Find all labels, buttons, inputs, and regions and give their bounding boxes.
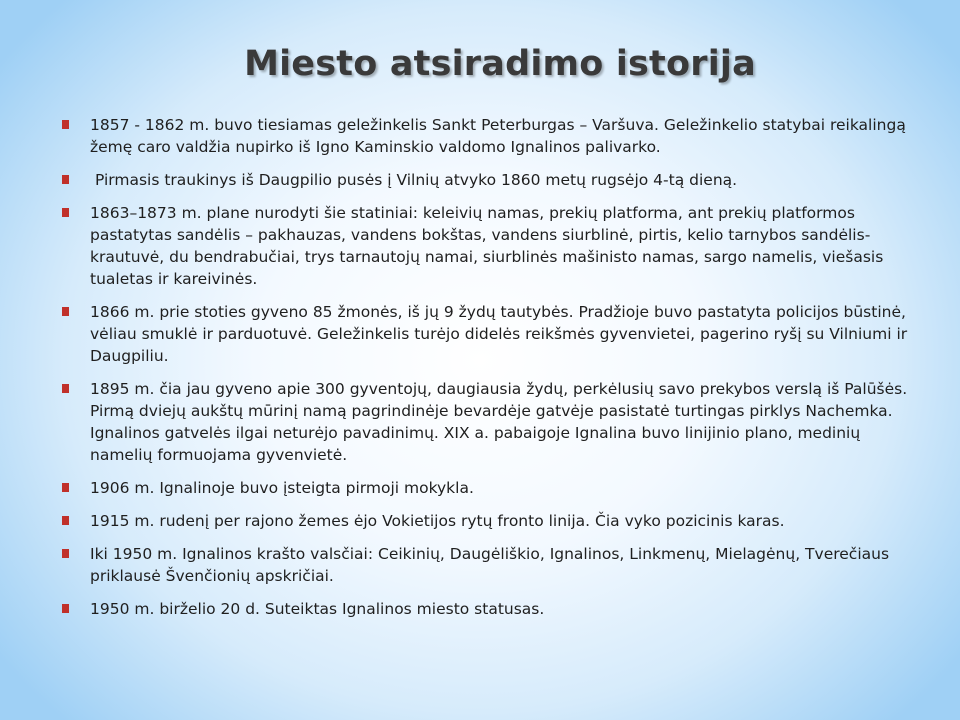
bullet-text: 1915 m. rudenį per rajono žemes ėjo Vokietijos rytų fronto linija. Čia vyko pozicinis karas.: [90, 512, 785, 530]
bullet-item: [62, 543, 922, 587]
bullet-text: 1863–1873 m. plane nurodyti šie statiniai: keleivių namas, prekių platforma, ant prekių platformos pastatytas sandėlis – pakhauzas, vandens bokštas, vandens siurblinė, pirtis, kelio tarnybos sandėlis-krautuvė, du bendrabučiai, trys tarnautojų namai, siurblinės mašinisto namas, sargo namelis, viešasis tualetas ir kareivinės.: [90, 204, 884, 288]
bullet-text: Pirmasis traukinys iš Daugpilio pusės į Vilnių atvyko 1860 metų rugsėjo 4-tą dieną.: [90, 171, 738, 189]
bullet-text: 1866 m. prie stoties gyveno 85 žmonės, iš jų 9 žydų tautybės. Pradžioje buvo pastatyta policijos būstinė, vėliau smuklė ir parduotuvė. Geležinkelis turėjo didelės reikšmės gyvenvietei, pagerino ryšį su Vilniumi ir Daugpiliu.: [90, 303, 908, 365]
bullet-text: 1857 - 1862 m. buvo tiesiamas geležinkelis Sankt Peterburgas – Varšuva. Geležinkelio statybai reikalingą žemę caro valdžia nupirko iš Igno Kaminskio valdomo Ignalinos palivarko.: [90, 116, 906, 156]
bullet-item: [62, 301, 922, 367]
square-bullet-icon: [62, 307, 69, 316]
square-bullet-icon: [62, 175, 69, 184]
bullet-item: [62, 477, 922, 499]
square-bullet-icon: [62, 516, 69, 525]
bullet-item: [62, 114, 922, 158]
slide-title: Miesto atsiradimo istorija: [244, 44, 756, 84]
bullet-text: Iki 1950 m. Ignalinos krašto valsčiai: Ceikinių, Daugėliškio, Ignalinos, Linkmenų, Mielagėnų, Tverečiaus priklausė Švenčionių apskričiai.: [90, 545, 890, 585]
bullet-item: [62, 378, 922, 466]
square-bullet-icon: [62, 208, 69, 217]
bullet-text: 1895 m. čia jau gyveno apie 300 gyventojų, daugiausia žydų, perkėlusių savo prekybos verslą iš Palūšės. Pirmą dviejų aukštų mūrinį namą pagrindinėje bevardėje gatvėje pasistatė turtingas pirklys Nachemka. Ignalinos gatvelės ilgai neturėjo pavadinimų. XIX a. pabaigoje Ignalina buvo linijinio plano, medinių namelių formuojama gyvenvietė.: [90, 380, 908, 464]
bullet-item: [62, 598, 922, 620]
bullet-item: [62, 202, 922, 290]
square-bullet-icon: [62, 604, 69, 613]
bullet-text: 1950 m. birželio 20 d. Suteiktas Ignalinos miesto statusas.: [90, 600, 545, 618]
square-bullet-icon: [62, 384, 69, 393]
bullet-text: 1906 m. Ignalinoje buvo įsteigta pirmoji mokykla.: [90, 479, 474, 497]
square-bullet-icon: [62, 549, 69, 558]
square-bullet-icon: [62, 483, 69, 492]
bullet-list: [62, 114, 922, 631]
square-bullet-icon: [62, 120, 69, 129]
bullet-item: [62, 510, 922, 532]
bullet-item: [62, 169, 922, 191]
